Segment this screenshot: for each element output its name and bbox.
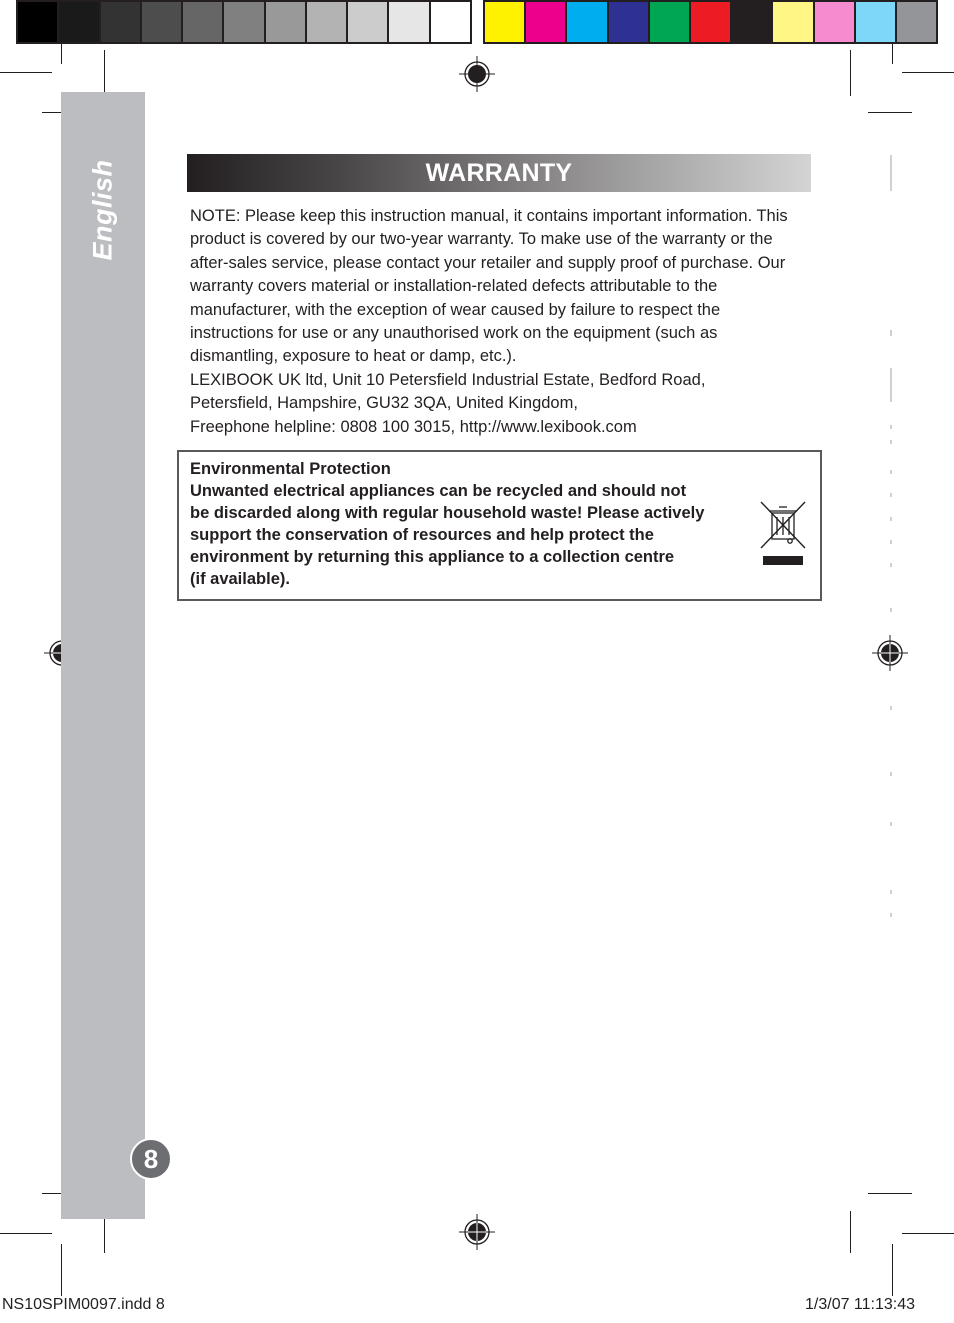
environmental-line: be discarded along with regular household waste! Please actively [190, 504, 705, 522]
environmental-notice [190, 458, 730, 590]
color-swatch [59, 2, 98, 42]
warranty-line: dismantling, exposure to heat or damp, etc.). [190, 347, 517, 366]
language-label: English [87, 159, 118, 261]
environmental-line: Unwanted electrical appliances can be recycled and should not [190, 482, 687, 500]
warranty-line: product is covered by our two-year warranty. To make use of the warranty or the [190, 230, 773, 249]
color-swatch [485, 2, 524, 42]
environmental-protection-box [177, 450, 822, 601]
color-swatch [307, 2, 346, 42]
color-swatch [856, 2, 895, 42]
color-swatch [773, 2, 812, 42]
color-swatch [431, 2, 470, 42]
color-swatch [183, 2, 222, 42]
color-swatch [18, 2, 57, 42]
environmental-line: (if available). [190, 570, 290, 588]
color-swatch [650, 2, 689, 42]
environmental-title: Environmental Protection [190, 460, 391, 478]
color-swatch [526, 2, 565, 42]
color-swatch [732, 2, 771, 42]
language-side-band [61, 92, 145, 1219]
color-calibration-bar [16, 0, 938, 44]
environmental-line: environment by returning this appliance to a collection centre [190, 548, 675, 566]
section-title: WARRANTY [425, 159, 573, 187]
timestamp-slug: 1/3/07 11:13:43 [805, 1296, 916, 1313]
environmental-line: support the conservation of resources and help protect the [190, 526, 654, 544]
section-heading-banner [187, 154, 811, 192]
page-number: 8 [130, 1138, 172, 1180]
registration-mark-icon [459, 56, 495, 92]
address-line: Freephone helpline: 0808 100 3015, http://www.lexibook.com [190, 417, 637, 436]
environmental-body [190, 480, 730, 590]
color-swatch [266, 2, 305, 42]
warranty-line: manufacturer, with the exception of wear caused by failure to respect the [190, 300, 721, 319]
color-swatch [815, 2, 854, 42]
registration-mark-icon [872, 635, 908, 671]
color-swatch [691, 2, 730, 42]
color-swatch [101, 2, 140, 42]
color-swatch [348, 2, 387, 42]
file-slug: NS10SPIM0097.indd 8 [2, 1296, 165, 1313]
color-swatch [389, 2, 428, 42]
company-address [190, 369, 805, 439]
registration-mark-icon [459, 1214, 495, 1250]
color-swatch [609, 2, 648, 42]
warranty-paragraph [190, 205, 805, 369]
warranty-text [190, 205, 805, 439]
color-swatch [567, 2, 606, 42]
warranty-line: instructions for use or any unauthorised work on the equipment (such as [190, 324, 718, 343]
warranty-line: warranty covers material or installation-related defects attributable to the [190, 277, 718, 296]
address-line: Petersfield, Hampshire, GU32 3QA, United Kingdom, [190, 394, 578, 413]
warranty-line: after-sales service, please contact your retailer and supply proof of purchase. Our [190, 253, 786, 272]
color-swatch [224, 2, 263, 42]
crossed-out-wheelie-bin-icon [759, 498, 807, 566]
warranty-line: NOTE: Please keep this instruction manual, it contains important information. This [190, 207, 788, 225]
grayscale-swatches [16, 0, 472, 44]
color-swatch [142, 2, 181, 42]
address-line: LEXIBOOK UK ltd, Unit 10 Petersfield Industrial Estate, Bedford Road, [190, 370, 706, 389]
color-swatches [483, 0, 938, 44]
color-swatch [897, 2, 936, 42]
